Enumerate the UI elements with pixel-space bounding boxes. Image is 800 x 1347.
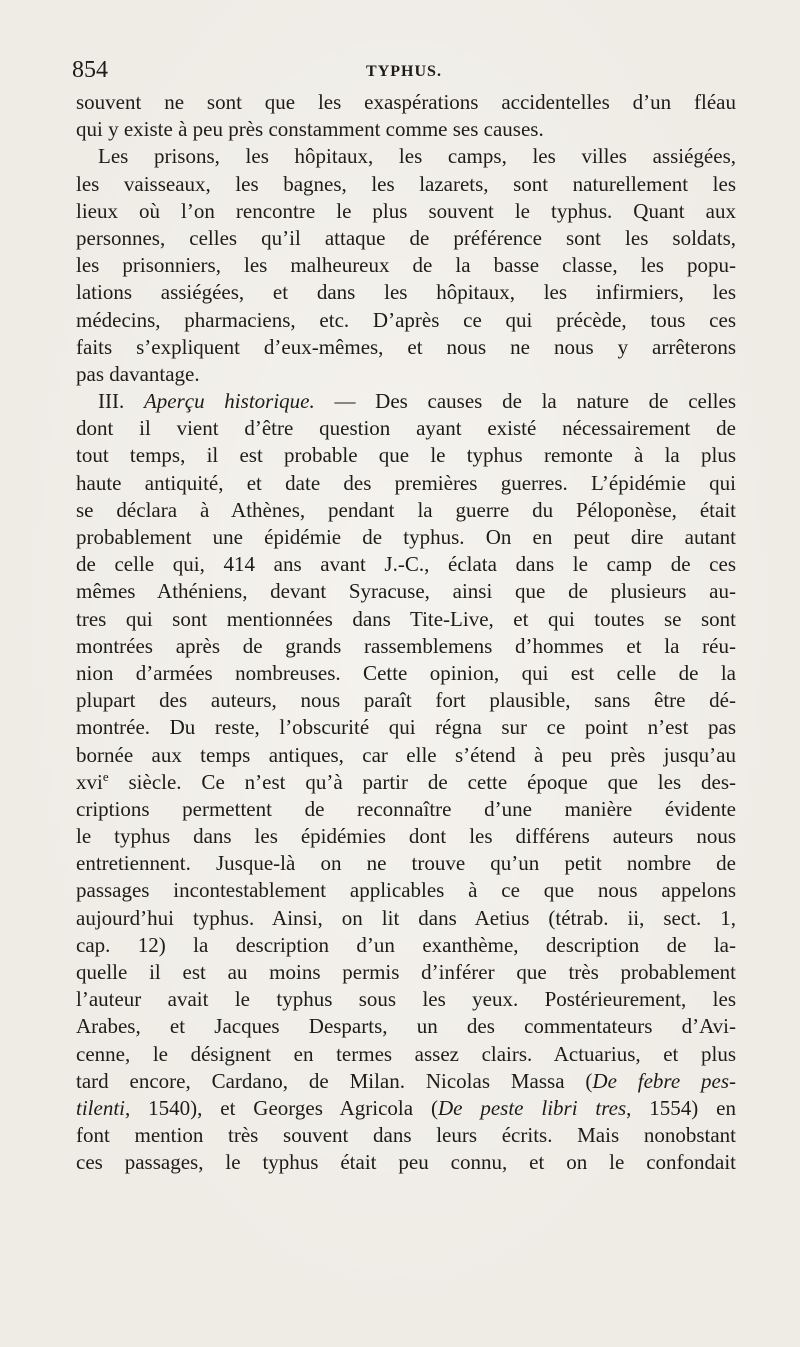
line-text: cenne, le désignent en termes assez clairs. Actuarius, et plus: [76, 1041, 736, 1066]
text-line: [76, 687, 736, 714]
line-text: se déclara à Athènes, pendant la guerre du Péloponèse, était: [76, 497, 736, 522]
text-line: [76, 823, 736, 850]
line-text: mêmes Athéniens, devant Syracuse, ainsi que de plusieurs au-: [76, 579, 736, 604]
text-line: [76, 415, 736, 442]
text-line: [76, 877, 736, 904]
text-line: [76, 932, 736, 959]
text-line: [76, 198, 736, 225]
line-text: aujourd’hui typhus. Ainsi, on lit dans Aetius (tétrab. ii, sect. 1,: [76, 905, 736, 930]
running-head: TYPHUS.: [366, 63, 442, 80]
line-text: passages incontestablement applicables à ce que nous appelons: [76, 878, 736, 903]
text-line: [76, 279, 736, 306]
line-text: haute antiquité, et date des premières guerres. L’épidémie qui: [76, 470, 736, 495]
italic-text: Aperçu historique.: [143, 389, 315, 414]
text-line: [76, 551, 736, 578]
superscript: e: [102, 768, 109, 784]
text-line: [76, 633, 736, 660]
text-line: [76, 769, 736, 796]
text-line: [76, 905, 736, 932]
text-line: [76, 442, 736, 469]
line-text: Les prisons, les hôpitaux, les camps, les villes assiégées,: [98, 144, 736, 169]
text-line: [76, 1013, 736, 1040]
text-line: [76, 143, 736, 170]
text-line: [76, 1095, 736, 1122]
line-text: lieux où l’on rencontre le plus souvent le typhus. Quant aux: [76, 198, 736, 223]
line-text: personnes, celles qu’il attaque de préférence sont les soldats,: [76, 225, 736, 250]
italic-text: De peste libri tres: [437, 1095, 627, 1120]
text-line: [76, 660, 736, 687]
line-text: ces passages, le typhus était peu connu, et on le confondait: [76, 1150, 736, 1175]
line-text: montrée. Du reste, l’obscurité qui régna sur ce point n’est pas: [76, 715, 736, 740]
text-line: [76, 1068, 736, 1095]
line-text: Arabes, et Jacques Desparts, un des commentateurs d’Avi-: [76, 1014, 736, 1039]
line-text: le typhus dans les épidémies dont les différens auteurs nous: [76, 824, 736, 849]
italic-text: De febre pes-: [592, 1068, 736, 1093]
text-line: [76, 986, 736, 1013]
text-line: [76, 497, 736, 524]
text-line: [76, 334, 736, 361]
line-text: les vaisseaux, les bagnes, les lazarets, sont naturellement les: [76, 171, 736, 196]
line-prefix: III.: [98, 389, 144, 414]
line-text: bornée aux temps antiques, car elle s’étend à peu près jusqu’au: [76, 742, 736, 767]
line-text: quelle il est au moins permis d’inférer que très probablement: [76, 960, 736, 984]
text-line: [76, 1122, 736, 1149]
body-text: [76, 89, 736, 1177]
line-text: dont il vient d’être question ayant existé nécessairement de: [76, 416, 736, 441]
text-line: [76, 850, 736, 877]
text-line: [76, 959, 736, 986]
line-text: siècle. Ce n’est qu’à partir de cette époque que les des-: [108, 769, 736, 794]
line-text: , 1540), et Georges Agricola (: [125, 1095, 438, 1120]
line-text: , 1554) en: [626, 1095, 736, 1120]
text-line: [76, 606, 736, 633]
text-line: [76, 796, 736, 823]
text-line: [76, 714, 736, 741]
text-line: [76, 307, 736, 334]
text-line: [76, 252, 736, 279]
line-text: faits s’expliquent d’eux-mêmes, et nous ne nous y arrêterons: [76, 334, 736, 359]
line-text: les prisonniers, les malheureux de la basse classe, les popu-: [76, 253, 736, 278]
page-number: 854: [72, 57, 108, 83]
line-text: plupart des auteurs, nous paraît fort plausible, sans être dé-: [76, 688, 736, 713]
line-text: — Des causes de la nature de celles: [314, 389, 736, 414]
text-line: [76, 89, 736, 116]
line-text: pas davantage.: [76, 361, 200, 386]
line-text: cap. 12) la description d’un exanthème, description de la-: [76, 932, 736, 957]
line-text: font mention très souvent dans leurs écrits. Mais nonobstant: [76, 1123, 736, 1148]
text-line: [76, 171, 736, 198]
text-line: [76, 225, 736, 252]
page-header: [72, 50, 736, 90]
text-line: [76, 361, 736, 388]
line-text: qui y existe à peu près constamment comme ses causes.: [76, 117, 544, 142]
text-line: [76, 578, 736, 605]
line-text: entretiennent. Jusque-là on ne trouve qu’un petit nombre de: [76, 851, 736, 876]
text-line: [76, 1041, 736, 1068]
line-text: souvent ne sont que les exaspérations accidentelles d’un fléau: [76, 90, 736, 114]
line-text: médecins, pharmaciens, etc. D’après ce qui précède, tous ces: [76, 307, 736, 332]
line-text: nion d’armées nombreuses. Cette opinion, qui est celle de la: [76, 660, 736, 685]
line-text: montrées après de grands rassemblemens d’hommes et la réu-: [76, 633, 736, 658]
text-line: [76, 116, 736, 143]
line-text: criptions permettent de reconnaître d’une manière évidente: [76, 796, 736, 821]
text-line: [76, 742, 736, 769]
italic-text: tilenti: [76, 1095, 125, 1120]
text-line: [76, 388, 736, 415]
line-text: de celle qui, 414 ans avant J.-C., éclata dans le camp de ces: [76, 552, 736, 577]
text-line: [76, 524, 736, 551]
line-text: tres qui sont mentionnées dans Tite-Live, et qui toutes se sont: [76, 606, 736, 631]
line-text: lations assiégées, et dans les hôpitaux, les infirmiers, les: [76, 280, 736, 305]
line-text: probablement une épidémie de typhus. On en peut dire autant: [76, 525, 736, 549]
line-text: tout temps, il est probable que le typhus remonte à la plus: [76, 443, 736, 468]
line-text: tard encore, Cardano, de Milan. Nicolas Massa (: [76, 1068, 593, 1093]
line-text: l’auteur avait le typhus sous les yeux. Postérieurement, les: [76, 987, 736, 1012]
text-line: [76, 470, 736, 497]
text-line: [76, 1149, 736, 1176]
line-prefix: xvi: [76, 769, 103, 794]
